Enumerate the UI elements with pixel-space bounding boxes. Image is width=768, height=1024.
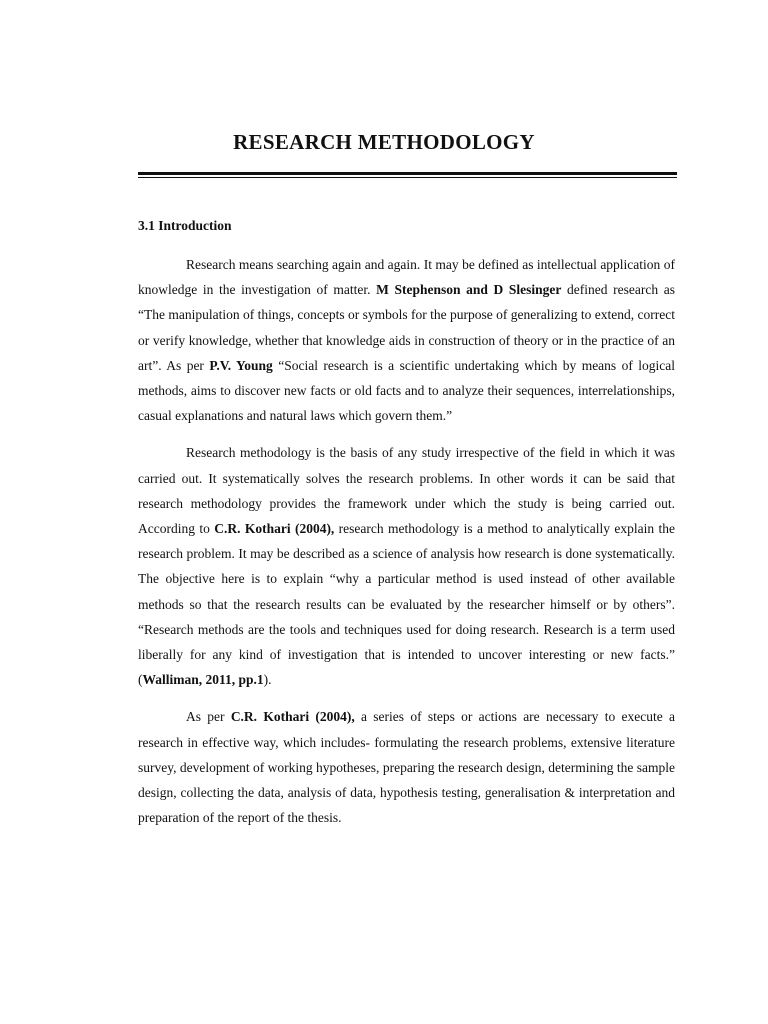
- paragraph-2-text: Research methodology is the basis of any study irrespective of the field in which it was carried out. It systematically solves the research problems. In other words it can be said that research methodology provides the framework under which the study is being carried out. According to: [138, 445, 675, 537]
- paragraph-1-text: “Social research is a scientific undertaking which by means of logical methods, aims to discover new facts or old facts and to analyze their sequences, interrelationships, casual explanations and natural laws which govern them.”: [138, 357, 675, 424]
- page-title: RESEARCH METHODOLOGY: [233, 130, 535, 154]
- section-heading: 3.1 Introduction: [138, 218, 232, 233]
- citation-walliman: Walliman, 2011, pp.1: [142, 672, 264, 688]
- title-underline-thick: [138, 172, 677, 175]
- paragraph-2: [138, 440, 675, 692]
- paragraph-1-text: Research means searching again and again. It may be defined as intellectual application of knowledge in the investigation of matter.: [138, 257, 675, 298]
- citation-kothari: C.R. Kothari (2004),: [230, 709, 355, 725]
- paragraph-1: [138, 252, 675, 428]
- body-text: [138, 252, 675, 842]
- author-name-pv-young: P.V. Young: [209, 357, 273, 373]
- paragraph-3: [138, 704, 675, 830]
- citation-kothari: C.R. Kothari (2004),: [214, 521, 335, 537]
- paragraph-2-text: research methodology is a method to analytically explain the research problem. It may be described as a science of analysis how research is done systematically. The objective here is to explain “why a particular method is used instead of other available methods so that the research results can be evaluated by the researcher himself or by others”. “Research methods are the tools and techniques used for doing research. Research is a term used liberally for any kind of investigation that is intended to uncover interesting or new facts.” (: [138, 521, 675, 688]
- author-name-stephenson-slesinger: M Stephenson and D Slesinger: [376, 282, 562, 298]
- title-underline-thin: [138, 177, 677, 178]
- paragraph-3-text: a series of steps or actions are necessary to execute a research in effective way, which includes- formulating the research problems, extensive literature survey, development of working hypotheses, preparing the research design, determining the sample design, collecting the data, analysis of data, hypothesis testing, generalisation & interpretation and preparation of the report of the thesis.: [138, 709, 675, 826]
- paragraph-3-text: As per: [186, 709, 231, 725]
- paragraph-1-text: defined research as “The manipulation of things, concepts or symbols for the purpose of generalizing to extend, correct or verify knowledge, whether that knowledge aids in construction of theory or in the practice of an art”. As per: [138, 282, 675, 373]
- paragraph-2-text: ).: [263, 672, 272, 688]
